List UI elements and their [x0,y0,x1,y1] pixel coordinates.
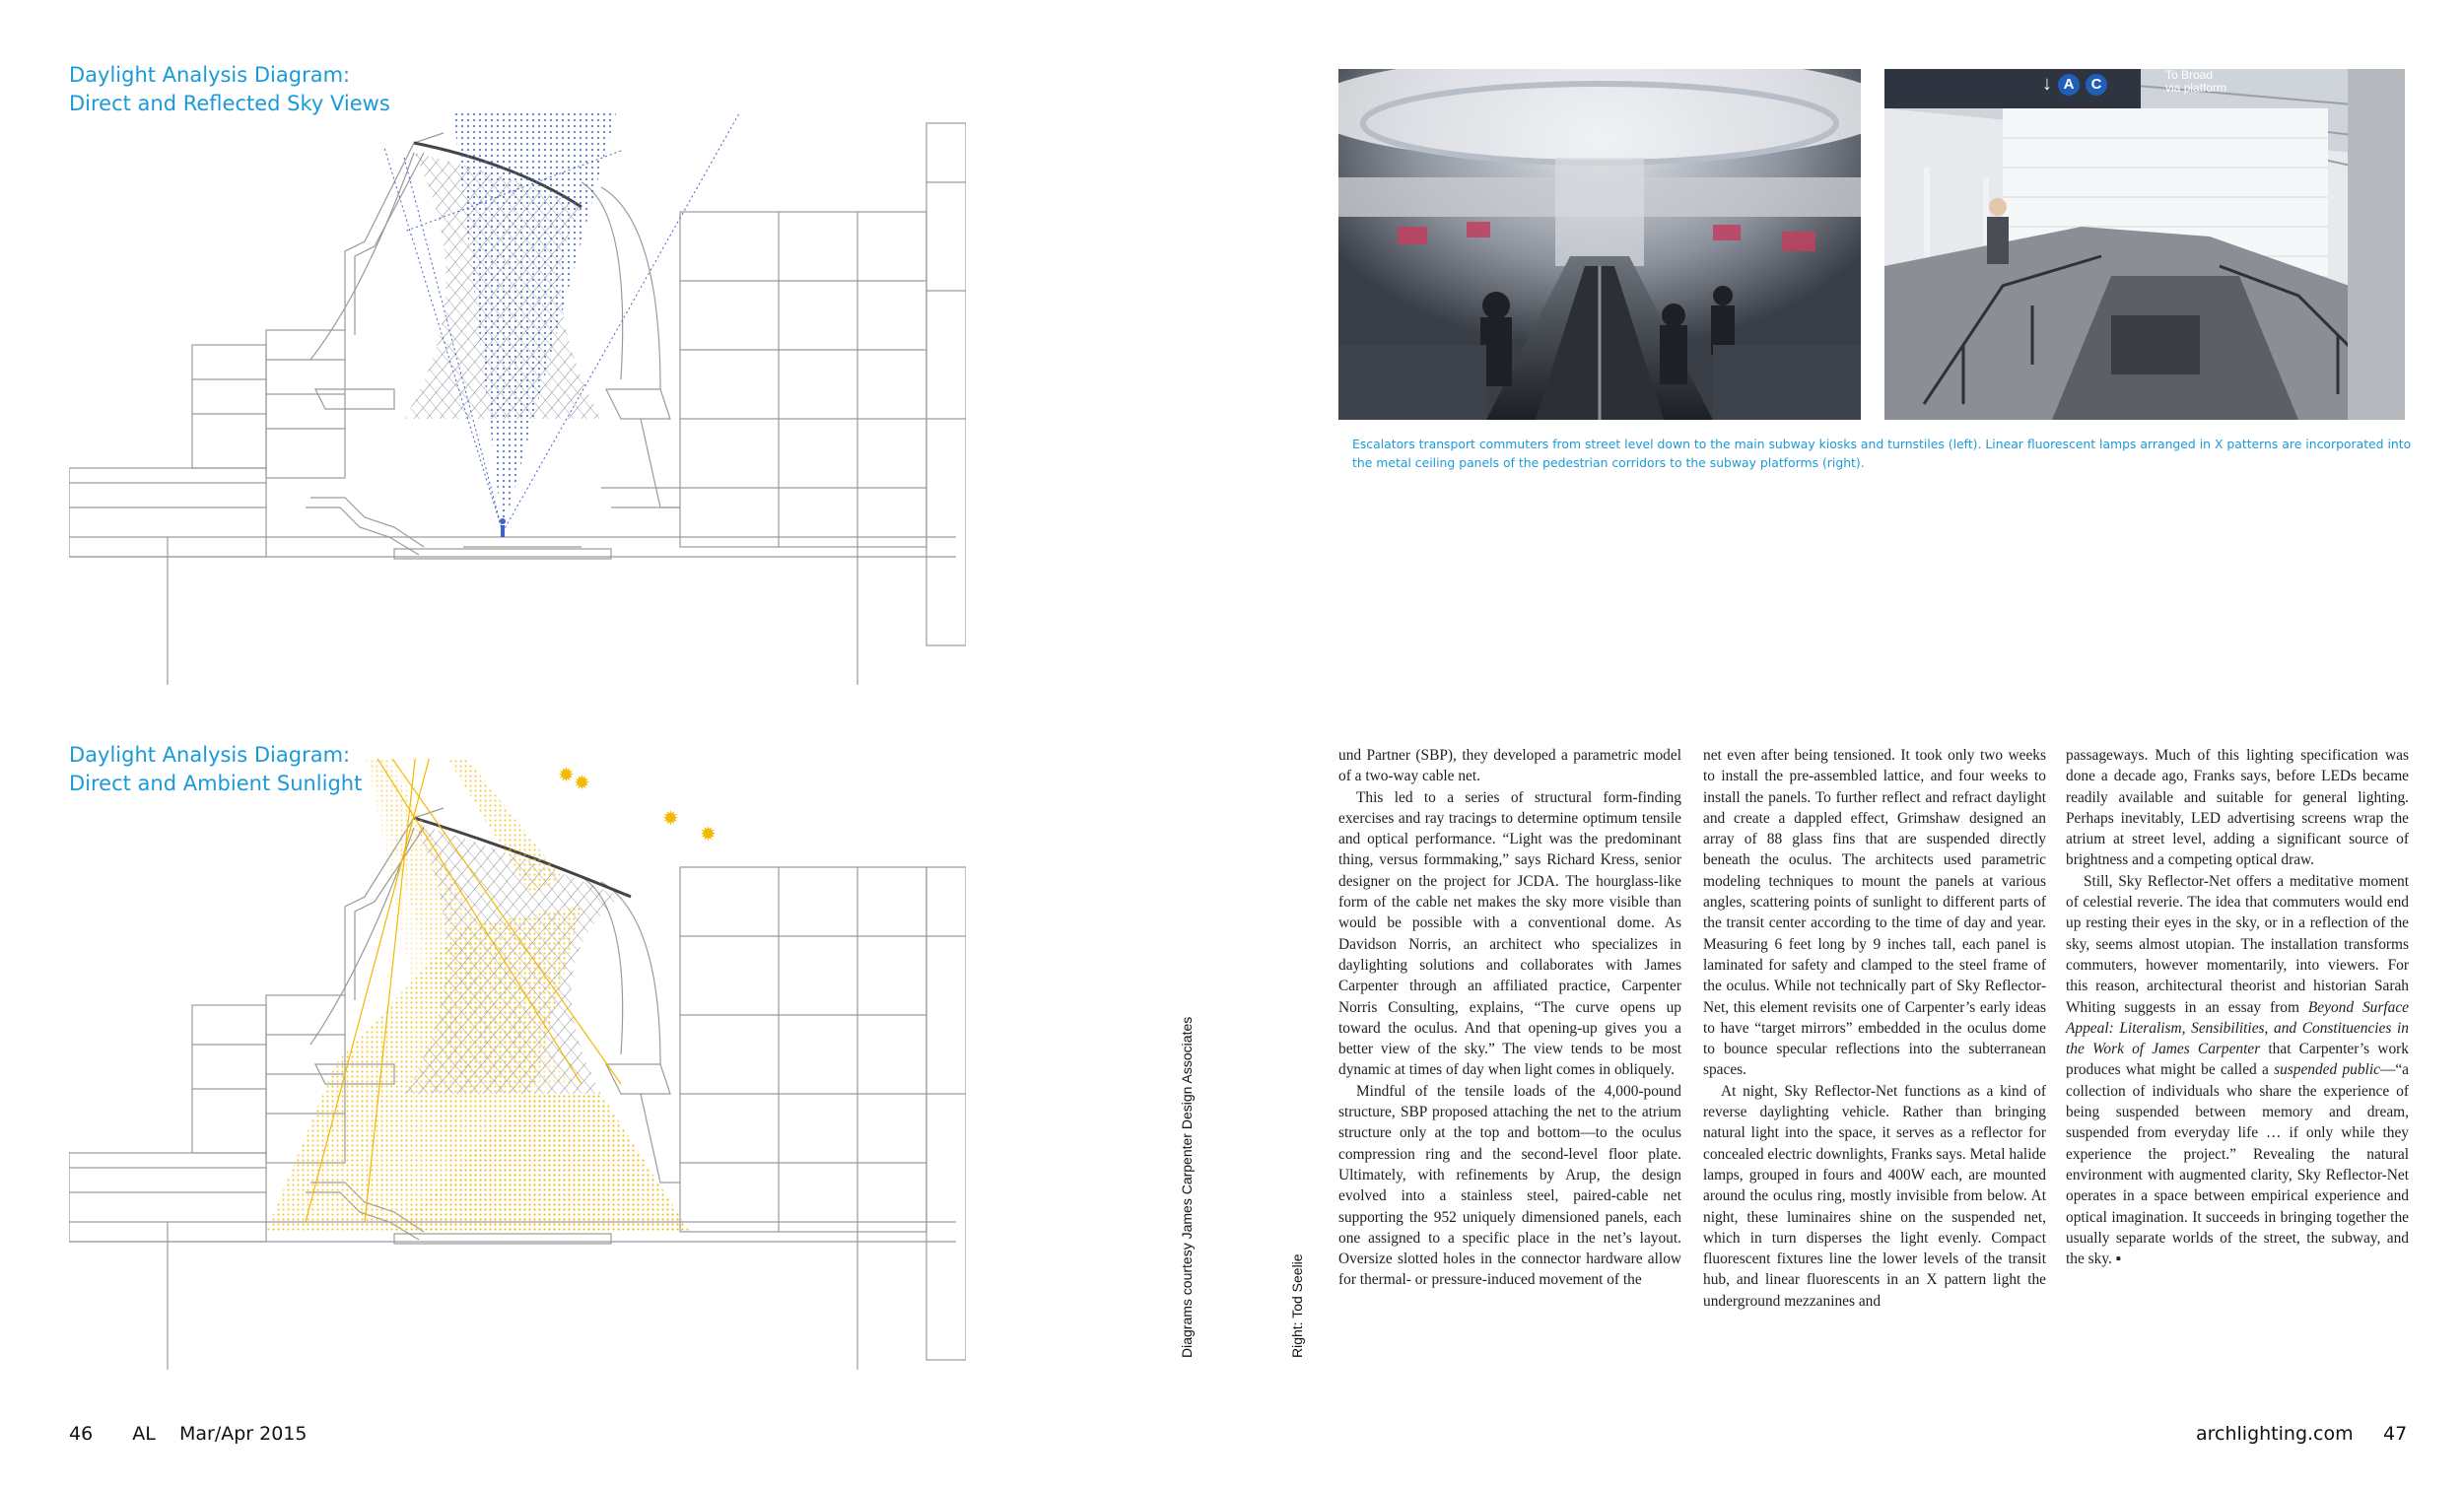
sun-icon-2: ✹ [574,771,590,794]
text-run: —“a collection of individuals who share the experience of being suspended between memory and dream, suspended from everyday life … if only while they experience the project.” Revealing the natural environment with augmented clarity, Sky Reflector-Net operates in a space between empirical experience and optical imagination. It succeeds in bringing together the usually separate worlds of the street, the subway, and the sky. ▪ [2066,1061,2409,1268]
route-badge-c: C [2086,74,2107,96]
term-italic: suspended public [2274,1061,2380,1079]
paragraph [2066,871,2409,1270]
paragraph: und Partner (SBP), they developed a parametric model of a two-way cable net. [1338,747,1681,785]
diagram-title-bottom-line2: Direct and Ambient Sunlight [69,772,363,795]
photo-escalators-image [1338,69,1861,420]
issue-date: Mar/Apr 2015 [178,1423,308,1445]
diagram-title-top-line2: Direct and Reflected Sky Views [69,92,390,115]
photo-corridor-image [1884,69,2405,420]
paragraph: net even after being tensioned. It took only two weeks to install the pre-assembled lattice, and four weeks to install the panels. To further reflect and refract daylight and create a dappled effect, Grimshaw designed an array of 88 glass fins that are suspended directly beneath the oculus. The architects used parametric modeling techniques to mount the panels at various angles, scattering points of sunlight to different parts of the transit center according to the time of day and year. Measuring 6 feet long by 9 inches tall, each panel is laminated for safety and clamped to the steel frame of the oculus. While not technically part of Sky Reflector-Net, this element revisits one of Carpenter’s early ideas to have “target mirrors” embedded in the oculus dome to bounce specular reflections into the subterranean spaces. [1703,747,2046,1079]
sign-text-2: via [2165,81,2181,95]
sun-icon-3: ✹ [662,806,679,830]
website-url: archlighting.com [2196,1423,2354,1445]
paragraph: This led to a series of structural form-finding exercises and ray tracings to determine optimum tensile and optical performance. “Light was the predominant thing, versus formmaking,” says Richard Kress, senior designer on the project for JCDA. The hourglass-like form of the cable net makes the sky more visible than would be possible with a conventional dome. As Davidson Norris, an architect who specializes in daylighting solutions and collaborates with James Carpenter through an affiliated practice, Carpenter Norris Consulting, explains, “The curve opens up toward the oculus. And that opening-up gives you a better view of the sky.” The view tends to be most dynamic at times of day when light comes in obliquely. [1338,788,1681,1079]
sign-text-3: platform [2183,81,2227,95]
text-run: Still, Sky Reflector-Net offers a meditative moment of celestial reverie. The idea that commuters would end up resting their eyes in the sky, or in a reflection of the sky, seems almost utopian. The installation transforms commuters, however momentarily, into viewers. For this reason, architectural theorist and historian Sarah Whiting suggests in an essay from [2066,872,2409,1016]
diagram-sunlight [69,759,966,1370]
sun-icon-4: ✹ [700,822,717,845]
photo-escalators [1338,69,1861,420]
page-number-left: 46 [69,1423,94,1445]
diagram-title-top-line1: Daylight Analysis Diagram: [69,63,351,87]
magazine-name: AL [132,1423,156,1445]
subway-sign-text [2165,69,2226,95]
body-column-1 [1338,745,1681,1291]
body-column-3 [2066,745,2409,1269]
route-badge-a: A [2058,74,2080,96]
subway-sign-content [2042,73,2107,96]
down-arrow-icon: ↓ [2042,73,2052,95]
diagram-sky-views [69,94,966,685]
sign-text-1: To Broad [2165,69,2214,82]
credit-photo: Right: Tod Seelie [1289,1253,1305,1358]
credit-diagrams: Diagrams courtesy James Carpenter Design Associates [1179,1016,1195,1358]
paragraph: At night, Sky Reflector-Net functions as a kind of reverse daylighting vehicle. Rather than bringing natural light into the space, it serves as a reflector for concealed electric downlights, Franks says. Metal halide lamps, grouped in fours and 400W each, are mounted around the oculus ring, mostly invisible from below. At night, these luminaires shine on the suspended net, which in turn disperses the light evenly. Compact fluorescent fixtures line the lower levels of the transit hub, and linear fluorescents in an X pattern light the underground mezzanines and [1703,1082,2046,1310]
sun-icon-1: ✹ [558,763,575,786]
book-title: Beyond Surface Appeal: Literalism, Sensibilities, and Constituencies in the Work of James Carpenter [2066,998,2409,1058]
photo-caption: Escalators transport commuters from street level down to the main subway kiosks and turnstiles (left). Linear fluorescent lamps arranged in X patterns are incorporated into the metal ceiling panels of the pedestrian corridors to the subway platforms (right). [1352,437,2412,470]
diagram-title-bottom-line1: Daylight Analysis Diagram: [69,743,351,767]
body-column-2 [1703,745,2046,1312]
photo-corridor [1884,69,2405,420]
page-number-right: 47 [2383,1423,2408,1445]
folio-left [69,1423,307,1445]
text-run: that Carpenter’s work produces what might be called a [2066,1041,2409,1079]
paragraph: Mindful of the tensile loads of the 4,000-pound structure, SBP proposed attaching the net to the atrium structure only at the top and bottom—to the oculus compression ring and the second-level floor plate. Ultimately, with refinements by Arup, the design evolved into a stainless steel, paired-cable net supporting the 952 uniquely dimensioned panels, each one assigned to a specific place in the net’s layout. Oversize slotted holes in the connector hardware allow for thermal- or pressure-induced movement of the [1338,1082,1681,1289]
paragraph: passageways. Much of this lighting specification was done a decade ago, Franks says, before LEDs became readily available and suitable for general lighting. Perhaps inevitably, LED advertising screens wrap the atrium at street level, adding a significant source of brightness and a competing optical draw. [2066,747,2409,869]
